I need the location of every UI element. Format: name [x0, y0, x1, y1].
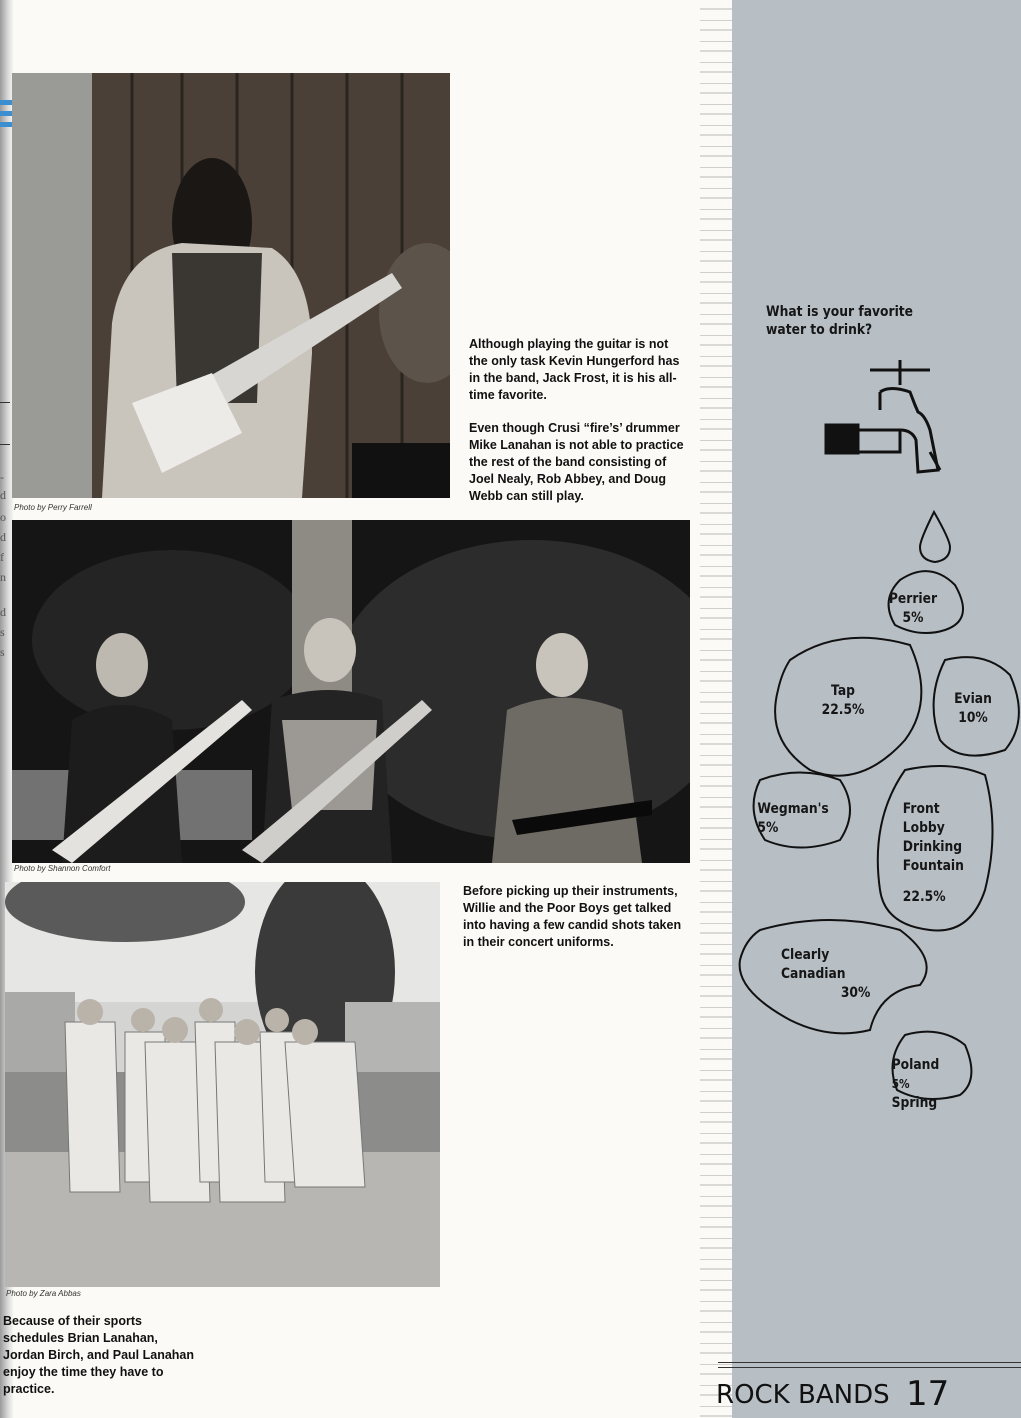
photo-band-garden	[12, 520, 690, 863]
gutter-color-stripe	[0, 100, 12, 160]
gutter-letter: d	[0, 488, 6, 502]
section-title: ROCK BANDS	[716, 1380, 890, 1410]
caption-poor-boys: Before picking up their instruments, Willie and the Poor Boys get talked into having a few candid shots taken in their concert uniforms.	[463, 884, 682, 949]
photo-group-outdoors	[5, 882, 440, 1287]
gutter-letter: s	[0, 645, 5, 659]
answer-wegmans: Wegman's 5%	[757, 801, 829, 836]
water-drop	[920, 512, 950, 562]
photo-credit: Photo by Shannon Comfort	[14, 864, 111, 873]
caption-sports: Because of their sports schedules Brian Lanahan, Jordan Birch, and Paul Lanahan enjoy the time they have to practice.	[3, 1314, 195, 1396]
answer-perrier: Perrier 5%	[888, 591, 938, 626]
answer-front-lobby: Front Lobby Drinking Fountain 22.5%	[902, 801, 964, 905]
gutter-letter: d	[0, 605, 6, 619]
gutter-letter: n	[0, 570, 6, 584]
answer-tap: Tap 22.5%	[821, 683, 865, 718]
survey-question: What is your favorite water to drink?	[766, 304, 914, 338]
gutter-rule	[0, 444, 10, 445]
water-faucet-icon	[826, 360, 940, 472]
page-number: 17	[906, 1374, 950, 1414]
caption-guitar: Although playing the guitar is not the only task Kevin Hungerford has in the band, Jack Frost, it is his all-time favorite.	[469, 337, 680, 402]
gutter-letter: o	[0, 510, 6, 524]
footer-rule	[718, 1362, 1021, 1368]
gutter-letter: f	[0, 550, 4, 564]
answer-poland-spring: Poland 5% Spring	[891, 1057, 940, 1111]
photo-guitarist	[12, 73, 450, 498]
gutter-letter: -	[0, 470, 4, 484]
photo-credit: Photo by Perry Farrell	[14, 503, 92, 512]
answer-evian: Evian 10%	[954, 691, 992, 726]
caption-drummer: Even though Crusi “fire’s’ drummer Mike Lanahan is not able to practice the rest of the band consisting of Joel Nealy, Rob Abbey, and Doug Webb can still play.	[469, 421, 684, 503]
gutter-rule	[0, 402, 10, 403]
gutter-letter: s	[0, 625, 5, 639]
photo-credit: Photo by Zara Abbas	[6, 1289, 81, 1298]
answer-clearly-canadian: Clearly Canadian 30%	[781, 947, 871, 1001]
page-edge	[700, 0, 732, 1418]
caption-block-top	[469, 336, 689, 521]
gutter-letter: d	[0, 530, 6, 544]
